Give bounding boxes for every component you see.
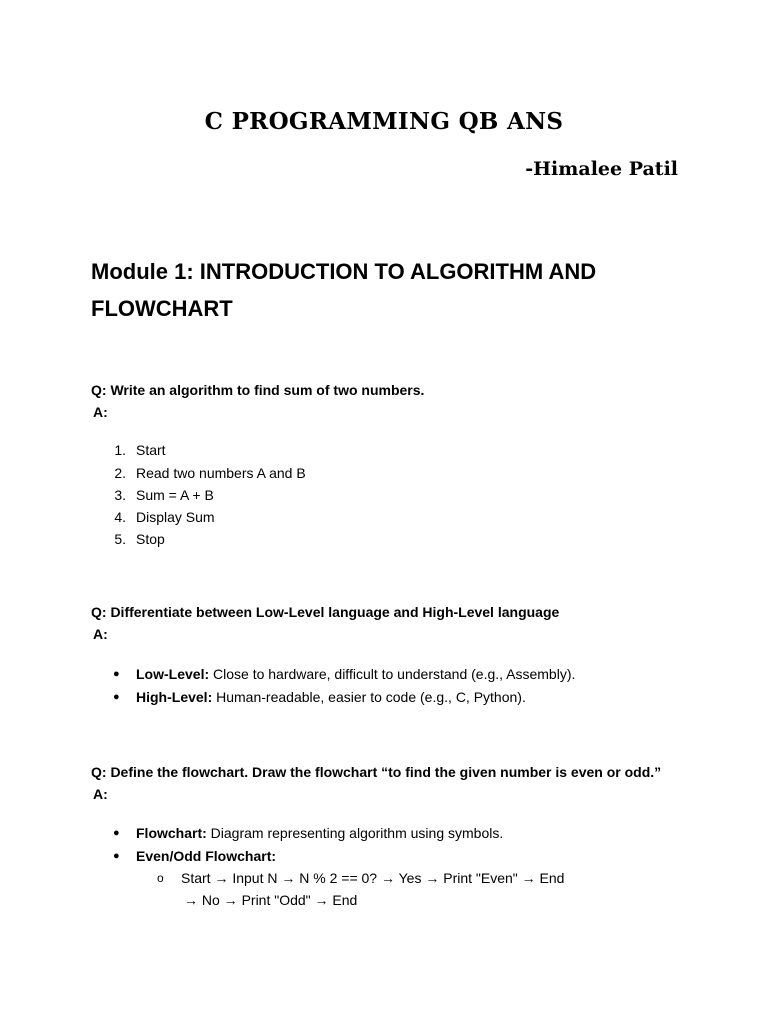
list-item: [0, 845, 768, 867]
list-item: [0, 506, 768, 528]
answer-3-label: A:: [93, 786, 108, 802]
sub-list-item: [0, 867, 768, 889]
list-text: Stop: [136, 531, 165, 547]
sub-bullet-icon: o: [157, 871, 164, 885]
bullet-term: Even/Odd Flowchart:: [136, 848, 277, 864]
bullet-desc: Human-readable, easier to code (e.g., C, Python).: [212, 689, 526, 705]
bullet-icon: ●: [113, 668, 120, 680]
bullet-icon: ●: [113, 827, 120, 839]
module-heading-line2: FLOWCHART: [91, 296, 233, 321]
list-number: 1.: [114, 442, 126, 458]
bullet-desc: Close to hardware, difficult to understand (e.g., Assembly).: [209, 666, 576, 682]
bullet-term: High-Level:: [136, 689, 213, 705]
list-item: [0, 439, 768, 461]
list-number: 4.: [114, 509, 126, 525]
sub-list-item-continuation: [0, 889, 768, 911]
question-1: Q: Write an algorithm to find sum of two numbers.: [91, 382, 425, 398]
bullet-icon: ●: [113, 691, 120, 703]
list-number: 5.: [114, 531, 126, 547]
list-item: [0, 822, 768, 844]
list-item: [0, 528, 768, 550]
list-text: Start: [136, 442, 166, 458]
list-text: [136, 822, 503, 844]
list-text: Sum = A + B: [136, 487, 214, 503]
answer-2-label: A:: [93, 626, 108, 642]
list-text: Read two numbers A and B: [136, 465, 306, 481]
module-heading: [91, 253, 691, 327]
list-text: [136, 845, 276, 867]
sub-bullet-text: → No → Print "Odd" → End: [184, 892, 358, 908]
answer-1-label: A:: [93, 404, 108, 420]
list-item: [0, 663, 768, 685]
question-2: Q: Differentiate between Low-Level language and High-Level language: [91, 604, 560, 620]
bullet-term: Low-Level:: [136, 666, 210, 682]
module-heading-line1: Module 1: INTRODUCTION TO ALGORITHM AND: [91, 259, 597, 284]
sub-bullet-text: Start → Input N → N % 2 == 0? → Yes → Print "Even" → End: [181, 870, 565, 886]
list-item: [0, 484, 768, 506]
list-number: 2.: [114, 465, 126, 481]
list-item: [0, 686, 768, 708]
list-item: [0, 462, 768, 484]
document-title: C PROGRAMMING QB ANS: [204, 108, 564, 135]
author-name: -Himalee Patil: [525, 158, 678, 180]
bullet-desc: Diagram representing algorithm using symbols.: [206, 825, 504, 841]
bullet-icon: ●: [113, 850, 120, 862]
list-text: [136, 686, 526, 708]
bullet-term: Flowchart:: [136, 825, 207, 841]
list-text: Display Sum: [136, 509, 215, 525]
list-text: [136, 663, 575, 685]
question-3: Q: Define the flowchart. Draw the flowchart “to find the given number is even or odd.”: [91, 764, 662, 780]
list-number: 3.: [114, 487, 126, 503]
